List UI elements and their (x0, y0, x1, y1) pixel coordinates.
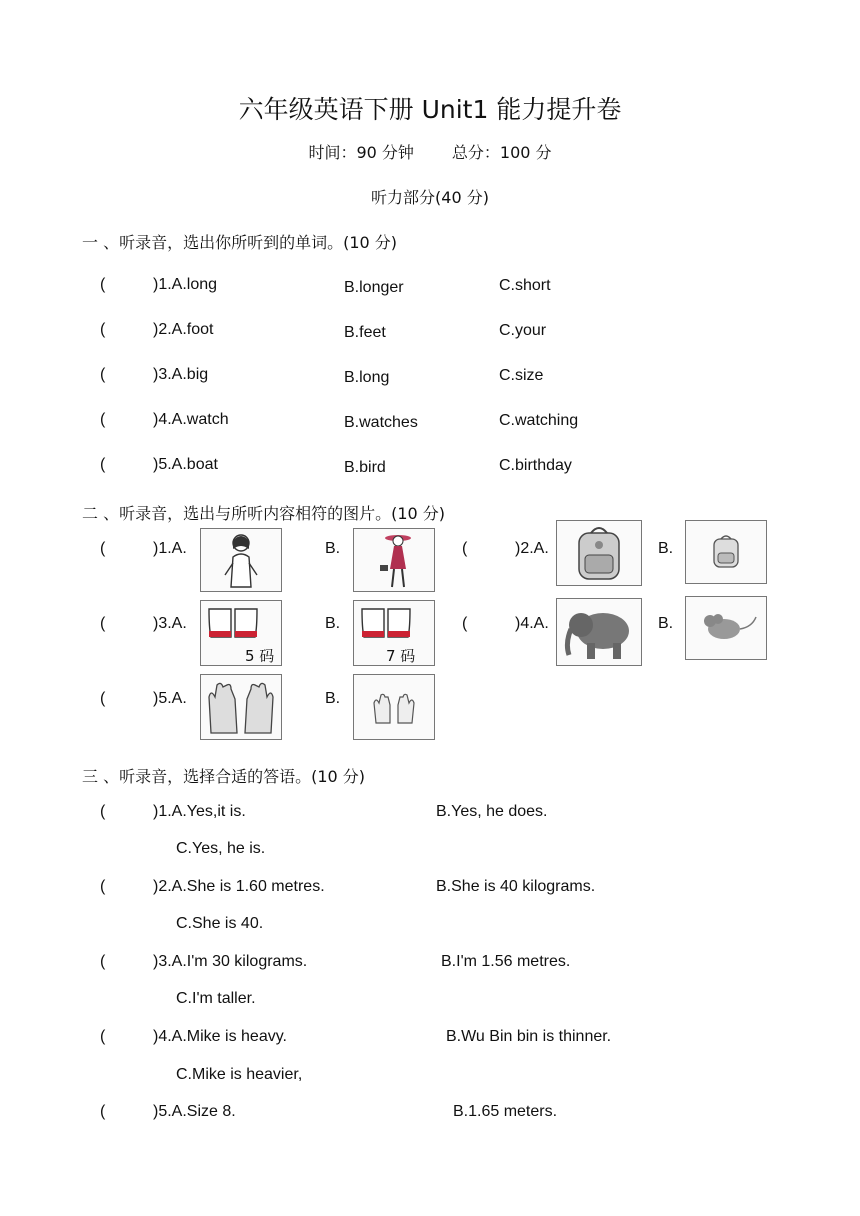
option-b: B.Wu Bin bin is thinner. (446, 1028, 612, 1045)
small-hands-icon[interactable] (353, 674, 435, 740)
page-title: 六年级英语下册 Unit1 能力提升卷 (238, 95, 622, 124)
answer-blank[interactable]: ( (100, 803, 106, 820)
option-a-label: )2.A. (515, 540, 549, 557)
answer-blank[interactable]: ( (100, 953, 106, 970)
tall-woman-icon[interactable] (353, 528, 435, 592)
option-b-label: B. (658, 615, 674, 632)
big-hands-icon[interactable] (200, 674, 282, 740)
answer-blank[interactable]: ( (100, 321, 106, 338)
option-a: )5.A.Size 8. (153, 1103, 236, 1120)
option-b: B.She is 40 kilograms. (436, 878, 596, 895)
option-a: )4.A.Mike is heavy. (153, 1028, 287, 1045)
short-girl-icon[interactable] (200, 528, 282, 592)
option-a-label: )1.A. (153, 540, 187, 557)
big-backpack-icon[interactable] (556, 520, 642, 586)
answer-blank[interactable]: ( (462, 615, 468, 632)
option-c: C.She is 40. (176, 915, 264, 932)
option-c: C.I'm taller. (176, 990, 256, 1007)
part-heading: 听力部分(40 分) (371, 188, 489, 207)
small-backpack-icon[interactable] (685, 520, 767, 584)
shoes-size-5-icon[interactable] (200, 600, 282, 666)
exam-meta (0, 140, 860, 163)
option-b-label: B. (325, 540, 341, 557)
section-2-heading: 二 、听录音，选出与所听内容相符的图片。(10 分) (82, 504, 446, 523)
option-a-label: )5.A. (153, 690, 187, 707)
option-b: B.feet (344, 324, 386, 341)
exam-total: 总分：100 分 (451, 143, 552, 162)
shoe-size-label: 7 码 (386, 647, 416, 665)
answer-blank[interactable]: ( (100, 1028, 106, 1045)
section-1-heading: 一 、听录音，选出你所听到的单词。(10 分) (82, 233, 398, 252)
option-b: B.I'm 1.56 metres. (441, 953, 571, 970)
option-c: C.watching (499, 412, 579, 429)
option-a-label: )4.A. (515, 615, 549, 632)
option-b: B.long (344, 369, 390, 386)
section-3-heading: 三 、听录音，选择合适的答语。(10 分) (82, 767, 366, 786)
option-a: )3.A.big (153, 366, 209, 383)
answer-blank[interactable]: ( (100, 456, 106, 473)
answer-blank[interactable]: ( (100, 366, 106, 383)
answer-blank[interactable]: ( (100, 411, 106, 428)
option-a: )5.A.boat (153, 456, 218, 473)
answer-blank[interactable]: ( (100, 276, 106, 293)
option-a: )2.A.She is 1.60 metres. (153, 878, 325, 895)
option-a-label: )3.A. (153, 615, 187, 632)
answer-blank[interactable]: ( (100, 690, 106, 707)
option-b: B.bird (344, 459, 386, 476)
option-b: B.longer (344, 279, 404, 296)
option-a: )1.A.long (153, 276, 218, 293)
option-a: )1.A.Yes,it is. (153, 803, 246, 820)
option-c: C.short (499, 277, 551, 294)
answer-blank[interactable]: ( (100, 540, 106, 557)
option-c: C.Yes, he is. (176, 840, 266, 857)
option-b-label: B. (325, 690, 341, 707)
exam-time: 时间：90 分钟 (308, 143, 414, 162)
option-b-label: B. (325, 615, 341, 632)
answer-blank[interactable]: ( (462, 540, 468, 557)
answer-blank[interactable]: ( (100, 878, 106, 895)
mouse-icon[interactable] (685, 596, 767, 660)
option-c: C.birthday (499, 457, 572, 474)
shoe-size-label: 5 码 (245, 647, 275, 665)
option-a: )3.A.I'm 30 kilograms. (153, 953, 308, 970)
elephant-icon[interactable] (556, 598, 642, 666)
answer-blank[interactable]: ( (100, 615, 106, 632)
option-c: C.your (499, 322, 547, 339)
option-b: B.watches (344, 414, 418, 431)
shoes-size-7-icon[interactable] (353, 600, 435, 666)
option-b-label: B. (658, 540, 674, 557)
answer-blank[interactable]: ( (100, 1103, 106, 1120)
option-b: B.Yes, he does. (436, 803, 548, 820)
option-c: C.size (499, 367, 544, 384)
option-a: )2.A.foot (153, 321, 214, 338)
option-c: C.Mike is heavier, (176, 1066, 303, 1083)
option-b: B.1.65 meters. (453, 1103, 558, 1120)
option-a: )4.A.watch (153, 411, 229, 428)
